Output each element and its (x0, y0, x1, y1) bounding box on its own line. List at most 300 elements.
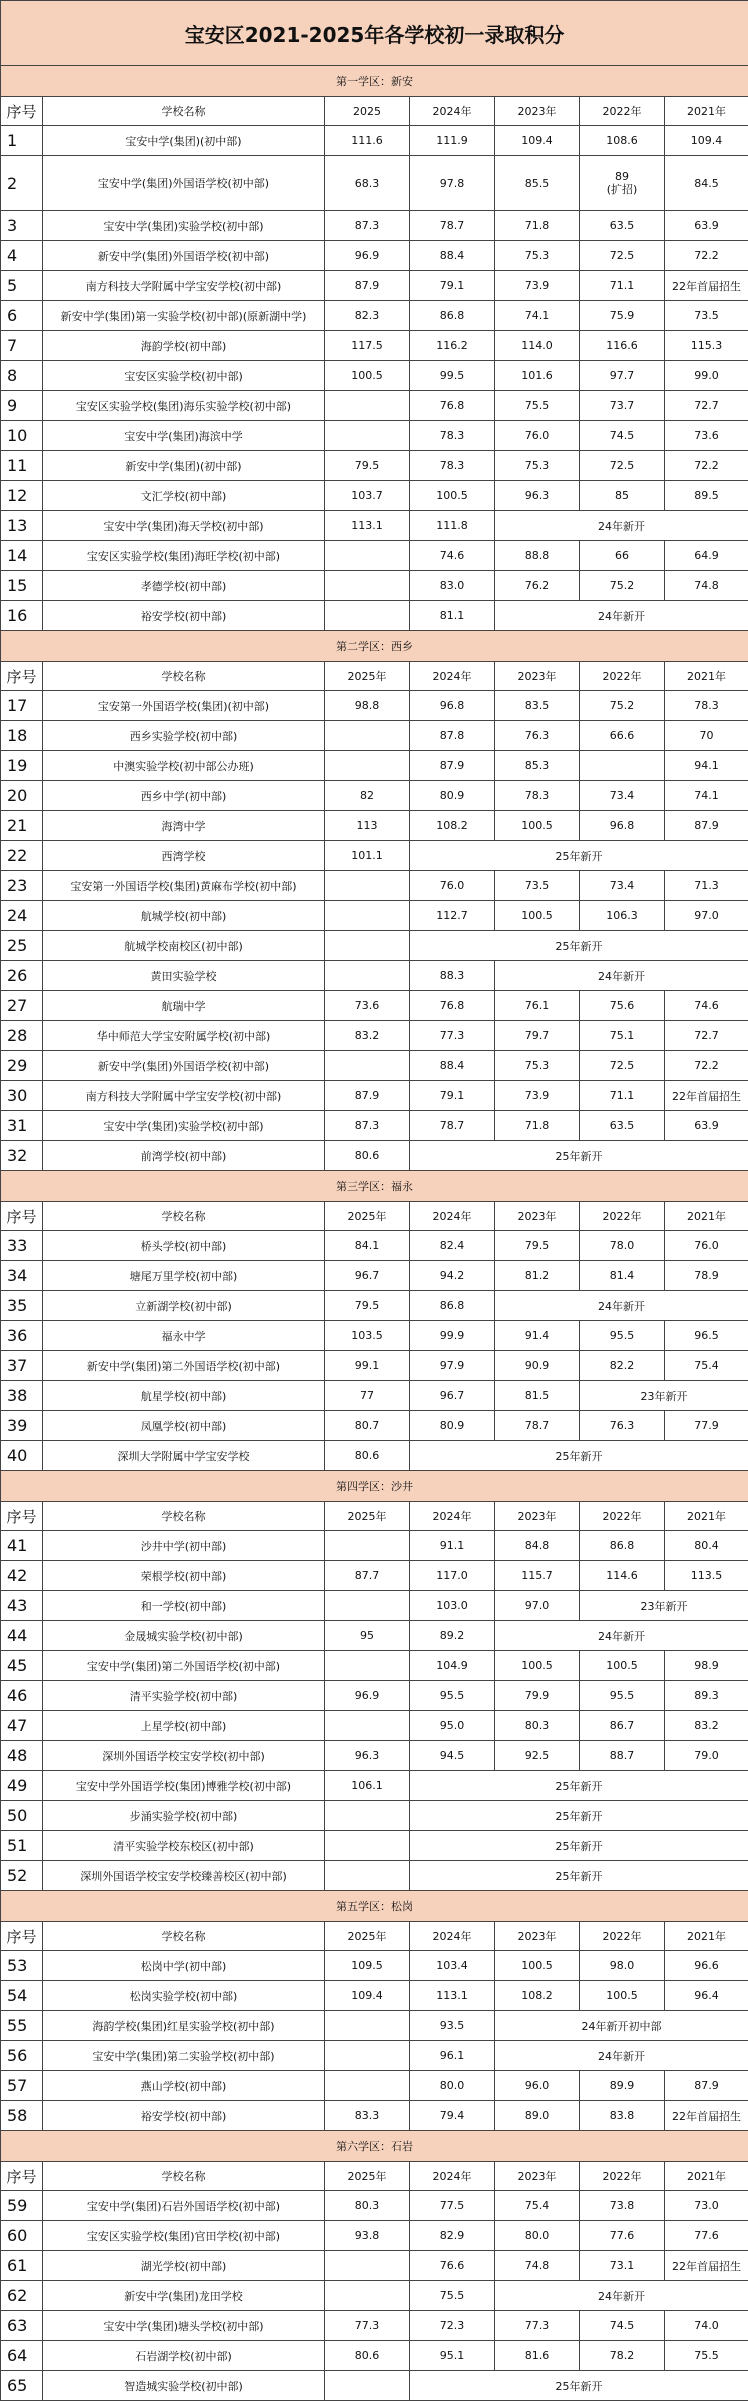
score-value: 71.8 (525, 219, 550, 232)
score-value: 95.5 (610, 1329, 635, 1342)
score-value: 76.3 (610, 1419, 635, 1432)
column-header-2023: 2023年 (495, 97, 580, 126)
score-2022 (580, 1681, 665, 1711)
score-value: 95.0 (440, 1719, 465, 1732)
table-title-row (1, 1, 748, 66)
score-2025 (325, 1021, 410, 1051)
score-2025 (325, 156, 410, 211)
score-2024 (410, 2071, 495, 2101)
column-header-2022: 2022年 (580, 2162, 665, 2191)
row-index: 54 (1, 1981, 43, 2011)
score-2022 (580, 211, 665, 241)
score-2024 (410, 1021, 495, 1051)
score-2022 (580, 1081, 665, 1111)
score-value: 96.7 (355, 1269, 380, 1282)
score-value: 97.0 (525, 1599, 550, 1612)
score-2024 (410, 601, 495, 631)
score-2022 (580, 241, 665, 271)
score-2025 (325, 841, 410, 871)
school-name: 宝安区实验学校(集团)官田学校(初中部) (43, 2221, 325, 2251)
school-name: 石岩湖学校(初中部) (43, 2341, 325, 2371)
score-value: 76.8 (440, 399, 465, 412)
score-2022 (580, 1231, 665, 1261)
score-2023 (495, 1561, 580, 1591)
score-2023 (495, 421, 580, 451)
score-2025 (325, 1081, 410, 1111)
score-value: 97.8 (440, 177, 465, 190)
score-value: 87.9 (694, 819, 719, 832)
score-value: 99.9 (440, 1329, 465, 1342)
column-header-school: 学校名称 (43, 1922, 325, 1951)
school-name: 湖光学校(初中部) (43, 2251, 325, 2281)
score-2022 (580, 361, 665, 391)
score-value: 78.3 (694, 699, 719, 712)
row-index: 42 (1, 1561, 43, 1591)
table-row (1, 241, 748, 271)
score-value: 76.6 (440, 2259, 465, 2272)
district-label: 第一学区：新安 (1, 66, 748, 97)
score-value: 75.2 (610, 699, 635, 712)
score-value: 77 (360, 1389, 374, 1402)
district-label: 第四学区：沙井 (1, 1471, 748, 1502)
score-value: 72.3 (440, 2319, 465, 2332)
score-2025 (325, 1411, 410, 1441)
score-2024 (410, 241, 495, 271)
new-school-note: 25年新开 (410, 841, 748, 871)
row-index: 15 (1, 571, 43, 601)
score-2025 (325, 511, 410, 541)
score-2021 (665, 481, 748, 511)
score-value: 91.4 (525, 1329, 550, 1342)
row-index: 63 (1, 2311, 43, 2341)
score-2025 (325, 1321, 410, 1351)
score-value: 63.5 (610, 219, 635, 232)
table-row (1, 811, 748, 841)
score-2025 (325, 1141, 410, 1171)
score-2023 (495, 1741, 580, 1771)
table-row (1, 961, 748, 991)
score-value: 78.3 (440, 429, 465, 442)
page-title: 宝安区2021-2025年各学校初一录取积分 (1, 1, 748, 66)
score-2022 (580, 781, 665, 811)
score-2024 (410, 721, 495, 751)
score-2021 (665, 1681, 748, 1711)
school-name: 宝安中学(集团)实验学校(初中部) (43, 211, 325, 241)
score-2021 (665, 1951, 748, 1981)
score-value: 96.4 (694, 1989, 719, 2002)
school-name: 裕安学校(初中部) (43, 2101, 325, 2131)
score-2025 (325, 571, 410, 601)
column-header-school: 学校名称 (43, 97, 325, 126)
table-row (1, 2011, 748, 2041)
score-value: 93.8 (355, 2229, 380, 2242)
new-school-note: 24年新开 (495, 1291, 748, 1321)
score-2023 (495, 1711, 580, 1741)
score-value: 113.5 (691, 1569, 723, 1582)
column-header-2023: 2023年 (495, 662, 580, 691)
score-value: 76.3 (525, 729, 550, 742)
score-value: 112.7 (436, 909, 468, 922)
score-value: 72.7 (694, 399, 719, 412)
score-2022 (580, 691, 665, 721)
score-2021 (665, 2341, 748, 2371)
score-value: 100.5 (521, 1959, 553, 1972)
row-index: 65 (1, 2371, 43, 2401)
score-2021 (665, 2221, 748, 2251)
score-value: 79.0 (694, 1749, 719, 1762)
score-2024 (410, 511, 495, 541)
score-2023 (495, 156, 580, 211)
score-value: 73.7 (610, 399, 635, 412)
score-value: 64.9 (694, 549, 719, 562)
column-header-2024: 2024年 (410, 2162, 495, 2191)
table-row (1, 781, 748, 811)
row-index: 5 (1, 271, 43, 301)
score-2024 (410, 541, 495, 571)
school-name: 松岗实验学校(初中部) (43, 1981, 325, 2011)
score-value: 96.1 (440, 2049, 465, 2062)
score-value: 72.2 (694, 249, 719, 262)
score-value: 111.8 (436, 519, 468, 532)
score-2021 (665, 2071, 748, 2101)
score-2025 (325, 1261, 410, 1291)
score-2024 (410, 2341, 495, 2371)
score-value: 79.4 (440, 2109, 465, 2122)
score-2024 (410, 1981, 495, 2011)
score-value: 79.5 (355, 1299, 380, 1312)
score-value: 95.5 (610, 1689, 635, 1702)
score-value: 114.0 (521, 339, 553, 352)
score-value: 111.6 (351, 134, 383, 147)
school-name: 福永中学 (43, 1321, 325, 1351)
score-value: 82.4 (440, 1239, 465, 1252)
table-row (1, 901, 748, 931)
score-value: 77.5 (440, 2199, 465, 2212)
score-2025 (325, 721, 410, 751)
score-value: 96.5 (694, 1329, 719, 1342)
score-2025 (325, 361, 410, 391)
score-2025 (325, 1051, 410, 1081)
score-2024 (410, 1651, 495, 1681)
score-value: 77.6 (694, 2229, 719, 2242)
school-name: 宝安区实验学校(集团)海乐实验学校(初中部) (43, 391, 325, 421)
column-header-2024: 2024年 (410, 97, 495, 126)
score-value: 81.5 (525, 1389, 550, 1402)
score-2023 (495, 781, 580, 811)
score-2023 (495, 1651, 580, 1681)
score-value: 95.5 (440, 1689, 465, 1702)
score-2023 (495, 1021, 580, 1051)
score-value: 109.4 (351, 1989, 383, 2002)
score-2023 (495, 1591, 580, 1621)
school-name: 宝安中学外国语学校(集团)博雅学校(初中部) (43, 1771, 325, 1801)
score-2024 (410, 156, 495, 211)
table-row (1, 421, 748, 451)
score-value: 86.8 (440, 1299, 465, 1312)
score-2022 (580, 2071, 665, 2101)
column-header-school: 学校名称 (43, 2162, 325, 2191)
score-2021 (665, 2101, 748, 2131)
score-value: 72.2 (694, 459, 719, 472)
score-value: 88.7 (610, 1749, 635, 1762)
score-2024 (410, 211, 495, 241)
column-header-2021: 2021年 (665, 1922, 748, 1951)
score-value: 85 (615, 489, 629, 502)
score-value: 116.2 (436, 339, 468, 352)
row-index: 17 (1, 691, 43, 721)
score-value: 80.6 (355, 2349, 380, 2362)
score-value: 90.9 (525, 1359, 550, 1372)
score-2023 (495, 1051, 580, 1081)
table-row (1, 451, 748, 481)
score-value: 88.4 (440, 1059, 465, 1072)
row-index: 48 (1, 1741, 43, 1771)
score-2025 (325, 1351, 410, 1381)
row-index: 12 (1, 481, 43, 511)
school-name: 宝安中学(集团)塘头学校(初中部) (43, 2311, 325, 2341)
score-2023 (495, 1081, 580, 1111)
score-2022 (580, 1351, 665, 1381)
score-2021 (665, 1081, 748, 1111)
score-2024 (410, 2041, 495, 2071)
score-2021 (665, 781, 748, 811)
school-name: 孝德学校(初中部) (43, 571, 325, 601)
table-row (1, 1981, 748, 2011)
score-value: 100.5 (606, 1989, 638, 2002)
score-value: 79.5 (525, 1239, 550, 1252)
score-value: 78.3 (440, 459, 465, 472)
row-index: 49 (1, 1771, 43, 1801)
score-2021 (665, 2311, 748, 2341)
score-value: 80.4 (694, 1539, 719, 1552)
score-value: 87.8 (440, 729, 465, 742)
row-index: 61 (1, 2251, 43, 2281)
score-2023 (495, 1261, 580, 1291)
score-2022 (580, 991, 665, 1021)
score-value: 75.3 (525, 1059, 550, 1072)
score-value: 88.3 (440, 969, 465, 982)
row-index: 51 (1, 1831, 43, 1861)
school-name: 燕山学校(初中部) (43, 2071, 325, 2101)
score-2025 (325, 1861, 410, 1891)
score-2021 (665, 1021, 748, 1051)
score-2021 (665, 331, 748, 361)
score-value: 75.3 (525, 459, 550, 472)
school-name: 宝安中学(集团)海天学校(初中部) (43, 511, 325, 541)
score-2023 (495, 1381, 580, 1411)
row-index: 16 (1, 601, 43, 631)
column-header-2024: 2024年 (410, 1502, 495, 1531)
score-2023 (495, 1411, 580, 1441)
score-value: 82.2 (610, 1359, 635, 1372)
score-2022 (580, 1531, 665, 1561)
school-name: 智造城实验学校(初中部) (43, 2371, 325, 2401)
score-value: 75.5 (440, 2289, 465, 2302)
score-value: 72.5 (610, 249, 635, 262)
score-2025 (325, 2221, 410, 2251)
school-name: 桥头学校(初中部) (43, 1231, 325, 1261)
table-row (1, 2191, 748, 2221)
score-value: 71.8 (525, 1119, 550, 1132)
school-name: 宝安第一外国语学校(集团)黄麻布学校(初中部) (43, 871, 325, 901)
score-2022 (580, 1051, 665, 1081)
score-2025 (325, 1621, 410, 1651)
score-2024 (410, 451, 495, 481)
new-school-note: 25年新开 (410, 2371, 748, 2401)
score-value: 71.1 (610, 279, 635, 292)
score-2022 (580, 156, 665, 211)
column-header-index: 序号 (1, 1502, 43, 1531)
score-value: 83.0 (440, 579, 465, 592)
table-row (1, 1081, 748, 1111)
score-2025 (325, 301, 410, 331)
score-2022 (580, 421, 665, 451)
score-2022 (580, 271, 665, 301)
table-row (1, 1681, 748, 1711)
column-header-2021: 2021年 (665, 1502, 748, 1531)
row-index: 32 (1, 1141, 43, 1171)
score-2024 (410, 1321, 495, 1351)
table-row (1, 211, 748, 241)
score-2021 (665, 241, 748, 271)
column-header-index: 序号 (1, 97, 43, 126)
score-value: 84.5 (694, 177, 719, 190)
row-index: 43 (1, 1591, 43, 1621)
score-2024 (410, 331, 495, 361)
score-2025 (325, 211, 410, 241)
score-value: 87.3 (355, 1119, 380, 1132)
score-2021 (665, 421, 748, 451)
score-2024 (410, 1351, 495, 1381)
score-2024 (410, 391, 495, 421)
score-2025 (325, 2311, 410, 2341)
new-school-note: 25年新开 (410, 1861, 748, 1891)
score-value: 89.3 (694, 1689, 719, 1702)
score-value: 77.6 (610, 2229, 635, 2242)
score-2021 (665, 1351, 748, 1381)
score-2021 (665, 451, 748, 481)
school-name: 新安中学(集团)第二外国语学校(初中部) (43, 1351, 325, 1381)
score-value: 113 (357, 819, 378, 832)
score-value: 73.0 (694, 2199, 719, 2212)
score-2025 (325, 871, 410, 901)
new-school-note: 23年新开 (580, 1381, 748, 1411)
table-row (1, 156, 748, 211)
score-2023 (495, 871, 580, 901)
score-2021 (665, 871, 748, 901)
column-header-index: 序号 (1, 662, 43, 691)
score-value: 74.5 (610, 429, 635, 442)
table-row (1, 2041, 748, 2071)
score-value: 66.6 (610, 729, 635, 742)
column-header-2023: 2023年 (495, 1922, 580, 1951)
score-2024 (410, 751, 495, 781)
school-name: 宝安中学(集团)外国语学校(初中部) (43, 156, 325, 211)
table-row (1, 301, 748, 331)
score-2024 (410, 2281, 495, 2311)
column-header-index: 序号 (1, 1202, 43, 1231)
school-name: 松岗中学(初中部) (43, 1951, 325, 1981)
score-2024 (410, 811, 495, 841)
score-2025 (325, 271, 410, 301)
score-value: 82.9 (440, 2229, 465, 2242)
row-index: 18 (1, 721, 43, 751)
score-2024 (410, 126, 495, 156)
score-value: 85.5 (525, 177, 550, 190)
score-value: 95.1 (440, 2349, 465, 2362)
table-row (1, 1831, 748, 1861)
score-2025 (325, 541, 410, 571)
table-row (1, 391, 748, 421)
score-value: 104.9 (436, 1659, 468, 1672)
score-value: 92.5 (525, 1749, 550, 1762)
score-2023 (495, 2071, 580, 2101)
score-2021 (665, 301, 748, 331)
new-school-note: 25年新开 (410, 1141, 748, 1171)
column-header-2021: 2021年 (665, 2162, 748, 2191)
score-value: 103.4 (436, 1959, 468, 1972)
table-row (1, 571, 748, 601)
column-header-index: 序号 (1, 2162, 43, 2191)
column-header-row (1, 662, 748, 691)
score-value: 89.9 (610, 2079, 635, 2092)
row-index: 1 (1, 126, 43, 156)
row-index: 56 (1, 2041, 43, 2071)
score-2021 (665, 751, 748, 781)
score-value: 22年首届招生 (672, 2110, 741, 2123)
score-2025 (325, 691, 410, 721)
new-school-note: 25年新开 (410, 1441, 748, 1471)
score-value: 86.8 (610, 1539, 635, 1552)
row-index: 10 (1, 421, 43, 451)
score-2025 (325, 1561, 410, 1591)
score-value: 78.0 (610, 1239, 635, 1252)
score-value: 81.4 (610, 1269, 635, 1282)
score-2023 (495, 2311, 580, 2341)
score-value: 101.6 (521, 369, 553, 382)
score-2021 (665, 1111, 748, 1141)
score-value: 83.8 (610, 2109, 635, 2122)
score-value: 103.5 (351, 1329, 383, 1342)
school-name: 中澳实验学校(初中部公办班) (43, 751, 325, 781)
score-2022 (580, 1651, 665, 1681)
score-value: 82.3 (355, 309, 380, 322)
score-2024 (410, 1591, 495, 1621)
row-index: 34 (1, 1261, 43, 1291)
score-2022 (580, 1261, 665, 1291)
table-row (1, 2251, 748, 2281)
school-name: 宝安中学(集团)海滨中学 (43, 421, 325, 451)
school-name: 海韵学校(集团)红星实验学校(初中部) (43, 2011, 325, 2041)
score-value: 77.3 (525, 2319, 550, 2332)
score-value: 76.0 (694, 1239, 719, 1252)
score-value: 75.6 (610, 999, 635, 1012)
score-value: 94.5 (440, 1749, 465, 1762)
score-value: 66 (615, 549, 629, 562)
score-value: 86.7 (610, 1719, 635, 1732)
score-value: 109.5 (351, 1959, 383, 1972)
score-value: 79.7 (525, 1029, 550, 1042)
column-header-2024: 2024年 (410, 1922, 495, 1951)
score-value: 22年首届招生 (672, 2260, 741, 2273)
score-2024 (410, 1531, 495, 1561)
row-index: 58 (1, 2101, 43, 2131)
score-2023 (495, 721, 580, 751)
district-header-row (1, 631, 748, 662)
row-index: 14 (1, 541, 43, 571)
school-name: 海韵学校(初中部) (43, 331, 325, 361)
score-2025 (325, 1771, 410, 1801)
